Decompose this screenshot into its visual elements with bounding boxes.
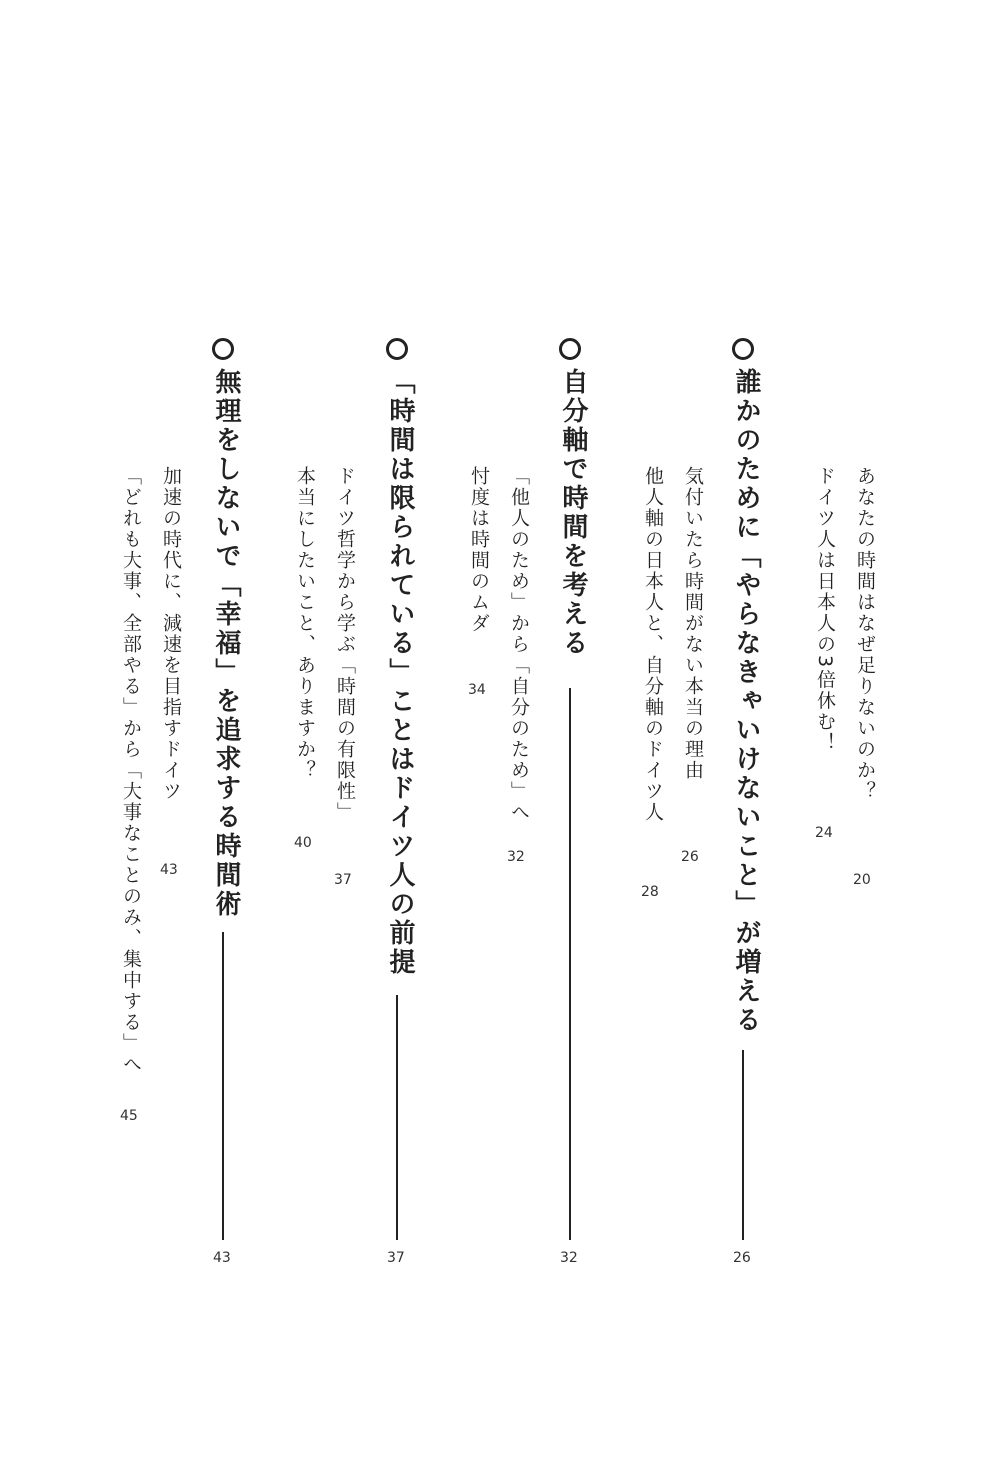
section-page: 37 [387,1250,405,1266]
section-heading: 誰かのために「やらなきゃいけないこと」が増える [731,368,761,1035]
section-page: 43 [213,1250,231,1266]
leader-line [742,1050,744,1240]
toc-item-page: 20 [853,872,871,888]
leader-line [222,932,224,1240]
toc-item-title: ドイツ人は日本人の3倍休む！ [814,466,836,754]
section-heading: 自分軸で時間を考える [558,368,588,658]
toc-item-page: 28 [641,884,659,900]
section-circle-icon [732,338,754,360]
toc-item-page: 24 [815,825,833,841]
toc-item-title: 忖度は時間のムダ [468,466,490,634]
toc-item-page: 43 [160,862,178,878]
toc-item-page: 34 [468,682,486,698]
toc-item-page: 26 [681,849,699,865]
leader-line [569,688,571,1240]
section-page: 26 [733,1250,751,1266]
section-heading: 無理をしないで「幸福」を追求する時間術 [211,368,241,919]
toc-item-title: 本当にしたいこと、ありますか？ [294,466,316,781]
section-heading: 「時間は限られている」ことはドイツ人の前提 [385,368,415,977]
section-circle-icon [559,338,581,360]
toc-item-page: 32 [507,849,525,865]
section-page: 32 [560,1250,578,1266]
toc-item-title: 「どれも大事、全部やる」から「大事なことのみ、集中する」へ [120,466,142,1075]
toc-item-title: 気付いたら時間がない本当の理由 [682,466,704,781]
toc-item-page: 45 [120,1108,138,1124]
toc-item-title: あなたの時間はなぜ足りないのか？ [854,466,876,802]
toc-item-title: 他人軸の日本人と、自分軸のドイツ人 [642,466,664,823]
toc-item-page: 40 [294,835,312,851]
toc-item-title: 加速の時代に、減速を目指すドイツ [160,466,182,802]
toc-item-title: 「他人のため」から「自分のため」へ [508,466,530,823]
section-circle-icon [212,338,234,360]
toc-item-page: 37 [334,872,352,888]
toc-item-title: ドイツ哲学から学ぶ「時間の有限性」 [334,466,356,823]
leader-line [396,995,398,1240]
section-circle-icon [386,338,408,360]
